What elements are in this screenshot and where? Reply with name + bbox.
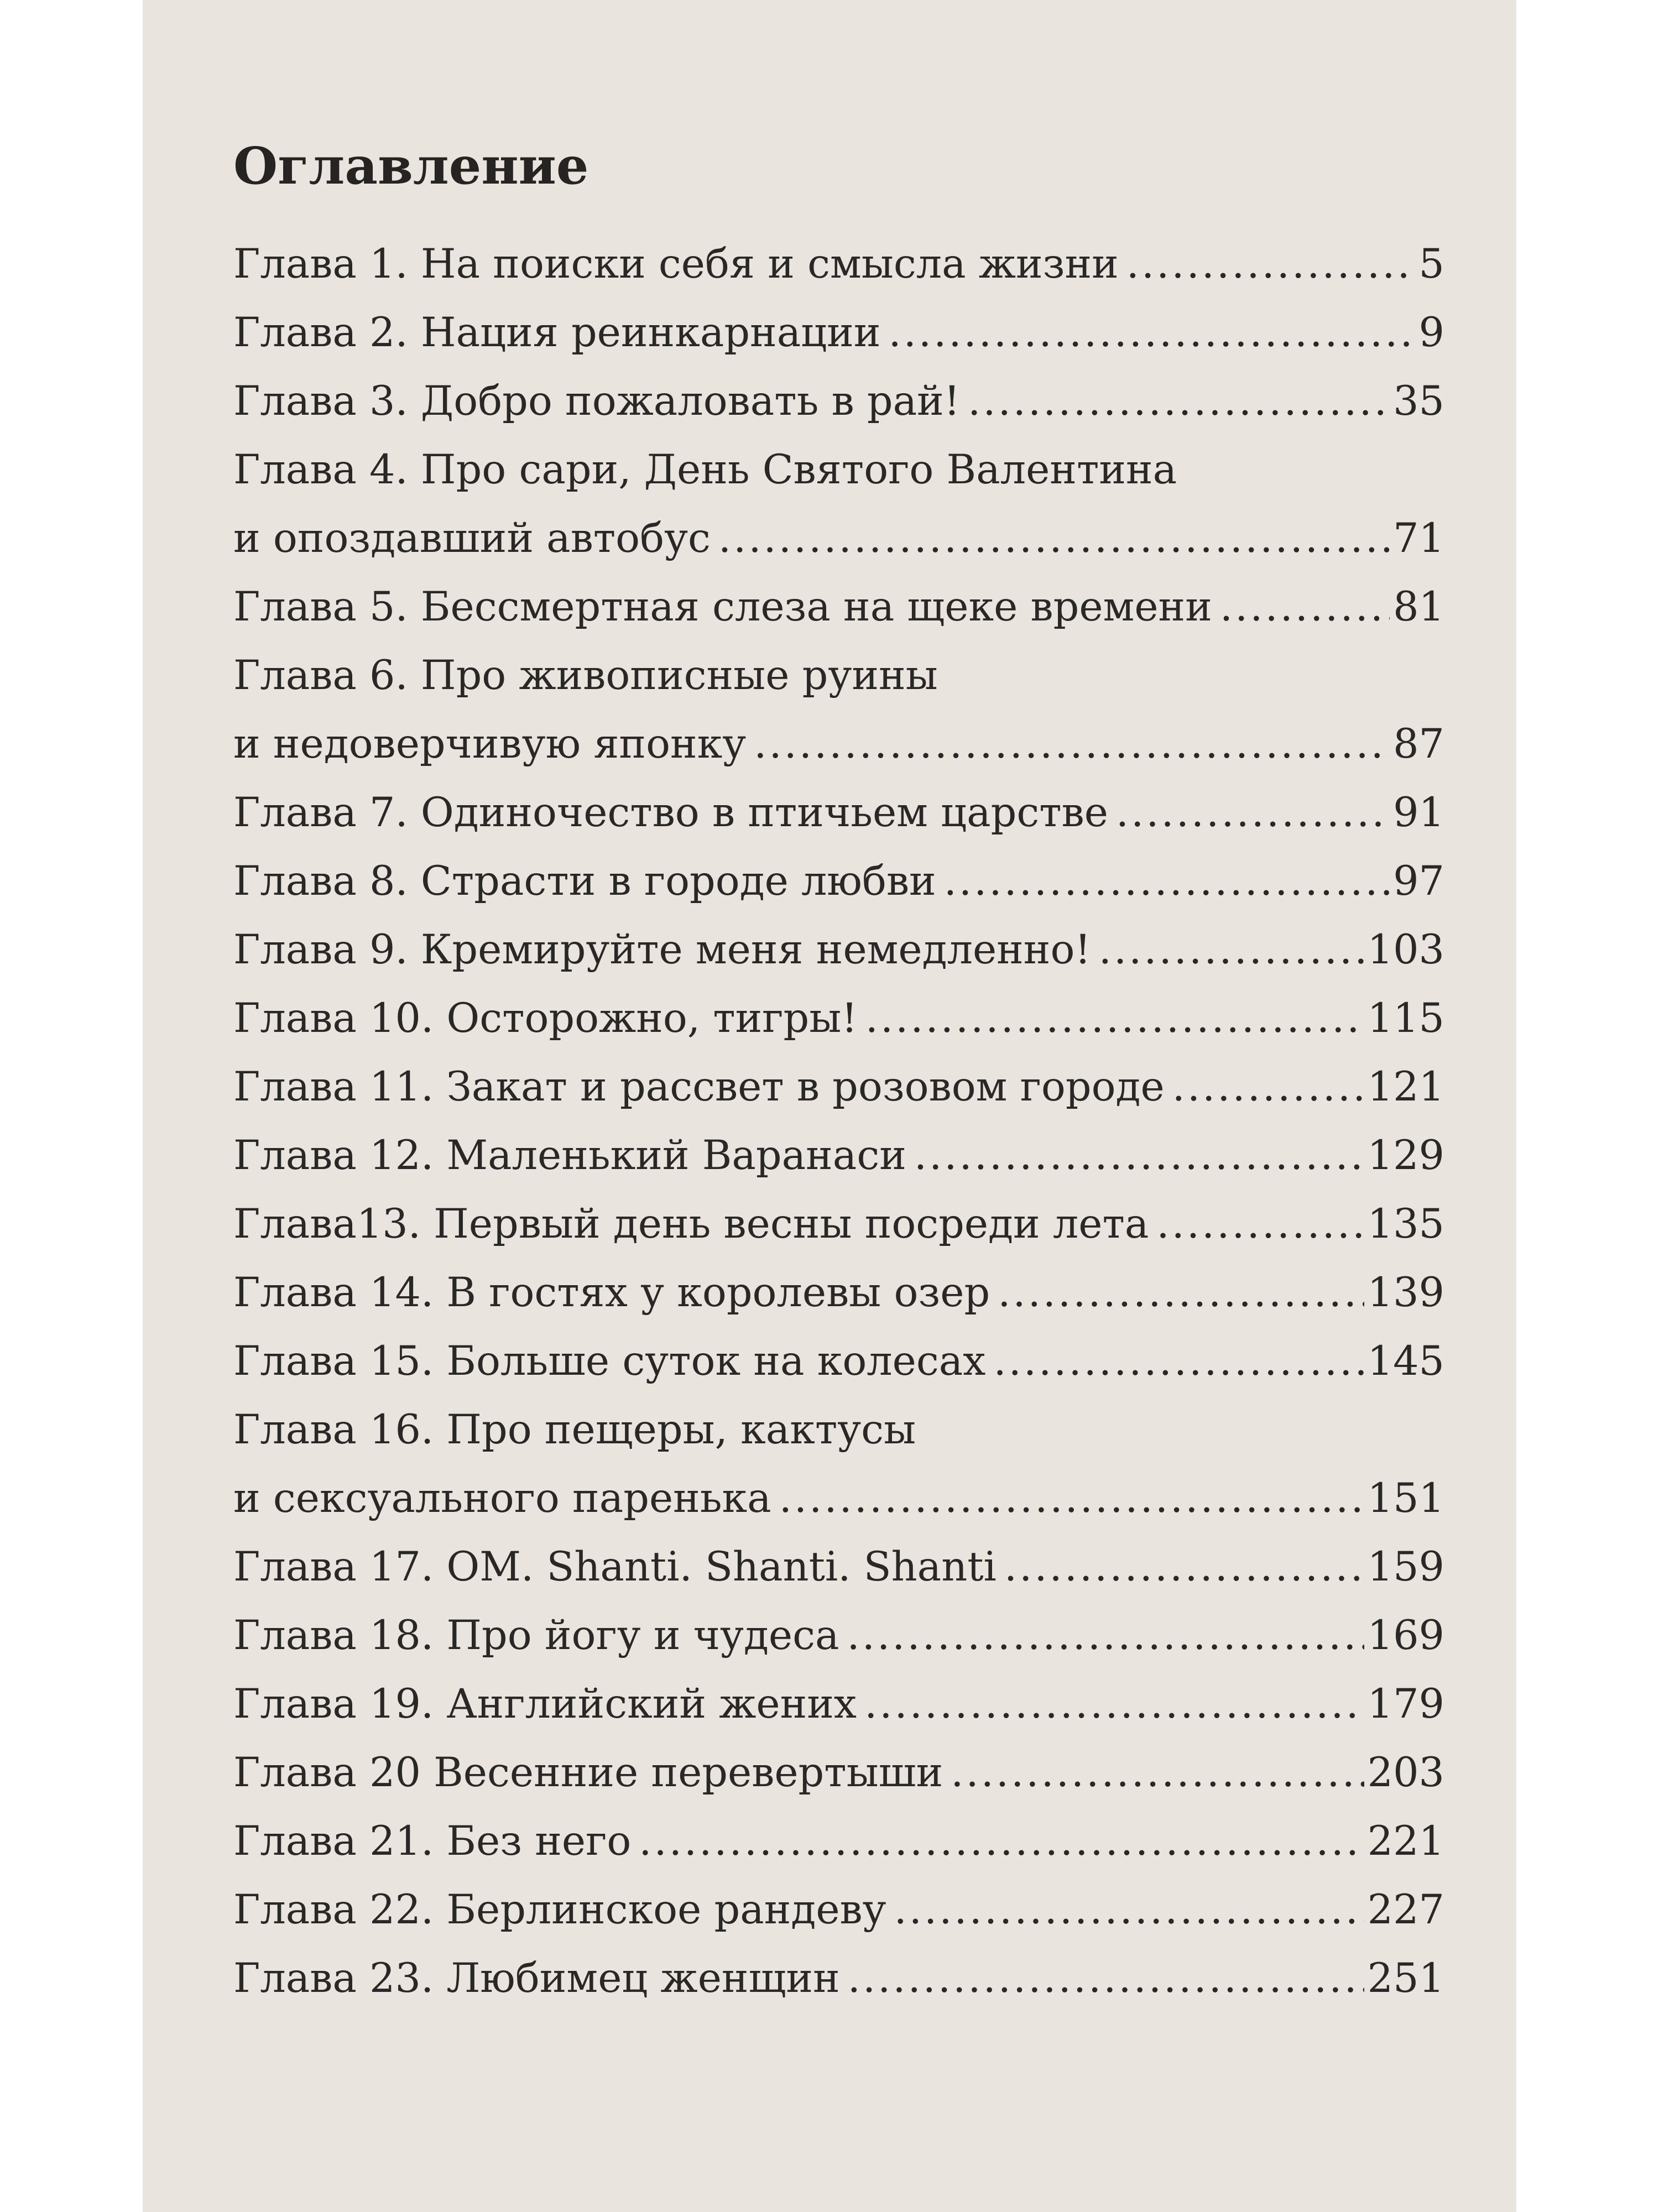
toc-entry-line <box>233 1944 1444 2013</box>
toc-entry-title: Глава 21. Без него <box>233 1818 632 1865</box>
dot-leader <box>944 847 1390 916</box>
toc-page-number: 179 <box>1367 1681 1444 1728</box>
toc-entry <box>233 1807 1444 1876</box>
toc-page-number: 221 <box>1367 1818 1444 1865</box>
dot-leader <box>639 1807 1364 1876</box>
toc-page-number: 227 <box>1367 1886 1444 1933</box>
toc-entry-title: Глава 12. Маленький Варанаси <box>233 1132 906 1179</box>
toc-entry-line <box>233 1670 1444 1739</box>
toc-entry-title: Глава 4. Про сари, День Святого Валентина <box>233 446 1177 493</box>
toc-entry <box>233 779 1444 847</box>
toc-entry-title: Глава 1. На поиски себя и смысла жизни <box>233 241 1119 288</box>
dot-leader <box>998 1259 1364 1327</box>
dot-leader <box>847 1601 1364 1670</box>
toc-entry-title: Глава13. Первый день весны посреди лета <box>233 1201 1149 1248</box>
toc-entry-line <box>233 504 1444 573</box>
dot-leader <box>914 1121 1364 1190</box>
dot-leader <box>1116 779 1390 847</box>
toc-entry <box>233 916 1444 984</box>
toc-page-number: 115 <box>1367 995 1444 1042</box>
toc-entry-title: Глава 6. Про живописные руины <box>233 652 938 699</box>
toc-entry-title: Глава 19. Английский жених <box>233 1681 857 1728</box>
toc-entry-title: Глава 14. В гостях у королевы озер <box>233 1269 990 1316</box>
toc-entry <box>233 367 1444 436</box>
toc-page-number: 97 <box>1393 858 1444 905</box>
toc-entry <box>233 1670 1444 1739</box>
toc-entry-line <box>233 1601 1444 1670</box>
toc-entry-title: Глава 17. OM. Shanti. Shanti. Shanti <box>233 1543 997 1590</box>
toc-page-number: 5 <box>1418 241 1444 288</box>
dot-leader <box>864 1670 1364 1739</box>
book-page <box>143 0 1516 2212</box>
toc-page-number: 139 <box>1367 1269 1444 1316</box>
dot-leader <box>889 299 1416 367</box>
toc-entry <box>233 1739 1444 1807</box>
toc-entry-line <box>233 1739 1444 1807</box>
toc-entry-line <box>233 367 1444 436</box>
toc-entry-line <box>233 1807 1444 1876</box>
toc-page-number: 9 <box>1418 309 1444 356</box>
toc-entry <box>233 1327 1444 1396</box>
dot-leader <box>848 1944 1364 2013</box>
toc-entry-line <box>233 641 1444 710</box>
toc-entry-title: Глава 10. Осторожно, тигры! <box>233 995 858 1042</box>
toc-entry-line <box>233 847 1444 916</box>
toc-entry-line <box>233 710 1444 779</box>
toc-page-number: 81 <box>1393 583 1444 630</box>
toc-entry-title: Глава 16. Про пещеры, кактусы <box>233 1406 916 1453</box>
toc-page-number: 103 <box>1367 926 1444 973</box>
toc-entry-title: и сексуального паренька <box>233 1475 771 1522</box>
toc-entry <box>233 436 1444 573</box>
toc-page-number: 121 <box>1367 1063 1444 1110</box>
toc-entry <box>233 847 1444 916</box>
toc-page-number: 35 <box>1393 378 1444 425</box>
toc-page-number: 145 <box>1367 1338 1444 1385</box>
dot-leader <box>1126 230 1416 299</box>
toc-entry-line <box>233 1327 1444 1396</box>
toc-entry-line <box>233 299 1444 367</box>
toc-page-number: 151 <box>1367 1475 1444 1522</box>
toc-entry-title: Глава 3. Добро пожаловать в рай! <box>233 378 961 425</box>
toc-entry-title: и недоверчивую японку <box>233 721 747 768</box>
toc-entry <box>233 299 1444 367</box>
dot-leader <box>779 1464 1364 1533</box>
toc-page-number: 251 <box>1367 1955 1444 2002</box>
table-of-contents <box>233 133 1444 2013</box>
toc-page-number: 169 <box>1367 1612 1444 1659</box>
toc-list <box>233 230 1444 2013</box>
toc-entry-line <box>233 1190 1444 1259</box>
toc-page-number: 203 <box>1367 1749 1444 1796</box>
dot-leader <box>1172 1053 1364 1121</box>
toc-entry <box>233 1190 1444 1259</box>
dot-leader <box>1220 573 1390 641</box>
toc-entry-line <box>233 1053 1444 1121</box>
toc-entry-line <box>233 916 1444 984</box>
toc-entry-title: Глава 23. Любимец женщин <box>233 1955 840 2002</box>
dot-leader <box>754 710 1390 779</box>
toc-entry-line <box>233 1533 1444 1601</box>
toc-entry-title: Глава 2. Нация реинкарнации <box>233 309 881 356</box>
toc-entry <box>233 1259 1444 1327</box>
toc-entry-line <box>233 1121 1444 1190</box>
toc-entry-line <box>233 1464 1444 1533</box>
dot-leader <box>951 1739 1364 1807</box>
toc-entry-title: Глава 7. Одиночество в птичьем царстве <box>233 789 1108 836</box>
toc-entry <box>233 641 1444 779</box>
toc-entry-title: Глава 11. Закат и рассвет в розовом городе <box>233 1063 1165 1110</box>
toc-entry <box>233 1876 1444 1944</box>
toc-entry-title: Глава 5. Бессмертная слеза на щеке времени <box>233 583 1212 630</box>
dot-leader <box>718 504 1390 573</box>
dot-leader <box>1099 916 1364 984</box>
toc-entry-line <box>233 573 1444 641</box>
dot-leader <box>1004 1533 1364 1601</box>
toc-entry-title: и опоздавший автобус <box>233 515 711 562</box>
toc-page-number: 129 <box>1367 1132 1444 1179</box>
toc-entry <box>233 1053 1444 1121</box>
toc-entry <box>233 984 1444 1053</box>
toc-entry <box>233 1396 1444 1533</box>
toc-entry <box>233 1533 1444 1601</box>
dot-leader <box>894 1876 1364 1944</box>
toc-entry-line <box>233 1396 1444 1464</box>
toc-entry-line <box>233 1876 1444 1944</box>
toc-entry-line <box>233 984 1444 1053</box>
dot-leader <box>968 367 1390 436</box>
toc-page-number: 159 <box>1367 1543 1444 1590</box>
toc-entry <box>233 1121 1444 1190</box>
toc-page-number: 71 <box>1393 515 1444 562</box>
toc-page-number: 87 <box>1393 721 1444 768</box>
toc-page-number: 135 <box>1367 1201 1444 1248</box>
toc-entry <box>233 1944 1444 2013</box>
toc-entry-line <box>233 779 1444 847</box>
toc-entry-line <box>233 436 1444 504</box>
toc-entry-title: Глава 15. Больше суток на колесах <box>233 1338 986 1385</box>
toc-entry <box>233 230 1444 299</box>
toc-entry-title: Глава 18. Про йогу и чудеса <box>233 1612 839 1659</box>
toc-entry-line <box>233 1259 1444 1327</box>
toc-entry-line <box>233 230 1444 299</box>
toc-entry-title: Глава 9. Кремируйте меня немедленно! <box>233 926 1091 973</box>
dot-leader <box>993 1327 1364 1396</box>
toc-entry-title: Глава 8. Страсти в городе любви <box>233 858 936 905</box>
toc-entry <box>233 573 1444 641</box>
dot-leader <box>865 984 1364 1053</box>
dot-leader <box>1156 1190 1364 1259</box>
toc-entry <box>233 1601 1444 1670</box>
toc-heading: Оглавление <box>233 136 589 196</box>
toc-page-number: 91 <box>1393 789 1444 836</box>
toc-entry-title: Глава 22. Берлинское рандеву <box>233 1886 886 1933</box>
toc-entry-title: Глава 20 Весенние перевертыши <box>233 1749 943 1796</box>
